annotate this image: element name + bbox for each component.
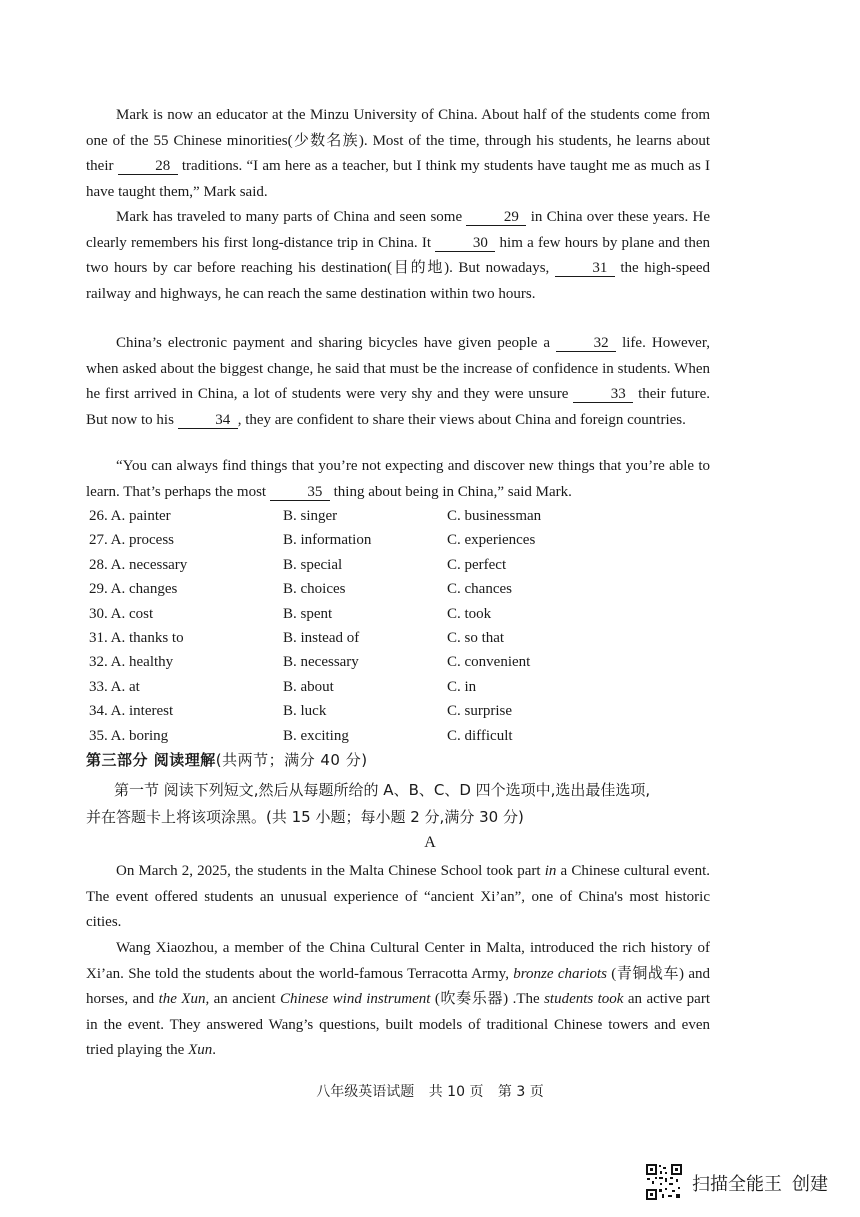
cloze-text: China’s electronic payment and sharing bicycles have given people a — [116, 335, 557, 351]
blank-34: 34 — [178, 412, 238, 429]
scanner-action: 创建 — [792, 1174, 828, 1195]
cloze-text: “You can always find things that you’re not expecting and discover new things that you’re able to learn. That’s perhaps the most — [86, 458, 710, 500]
section-title: 第三部分 阅读理解 — [86, 751, 216, 769]
footer-total-pages: 共 10 页 — [428, 1084, 484, 1100]
blank-30: 30 — [435, 235, 495, 252]
cloze-text: their future. But now to his — [86, 386, 710, 428]
blank-28: 28 — [118, 158, 178, 175]
cloze-text: Mark is now an educator at the Minzu University of China. About half of the students come from one of the 55 Chinese minorities(少数名族). Most of the time, through his students, he learns about their — [86, 107, 710, 174]
cloze-text: thing about being in China,” said Mark. — [329, 483, 572, 500]
option-c: C. perfect — [447, 556, 507, 573]
option-row-34 — [86, 700, 710, 724]
section-heading — [86, 749, 368, 770]
passage-italic: students took — [544, 991, 624, 1007]
blank-29: 29 — [466, 209, 526, 226]
option-b: B. luck — [283, 703, 327, 720]
option-b: B. choices — [283, 581, 346, 598]
cloze-paragraph-4 — [86, 454, 710, 505]
option-a: 26. A. painter — [89, 508, 171, 524]
option-row-28 — [86, 554, 710, 578]
passage-text: Wang Xiaozhou, a member of the China Cultural Center in Malta, introduced the rich history of Xi’an. She told the students about the world-famous Terracotta Army, — [86, 940, 710, 982]
blank-33: 33 — [573, 386, 633, 403]
blank-35: 35 — [270, 484, 330, 501]
option-a: 31. A. thanks to — [89, 629, 184, 646]
option-row-29 — [86, 578, 710, 602]
footer-page-number: 第 3 页 — [497, 1084, 544, 1100]
options-list — [86, 505, 710, 749]
passage-text: On March 2, 2025, the students in the Malta Chinese School took part — [116, 863, 545, 879]
passage-text: an ancient — [209, 991, 280, 1007]
option-a: 32. A. healthy — [89, 654, 174, 671]
passage-paragraph-1 — [86, 859, 710, 936]
passage-text: . — [212, 1042, 216, 1058]
option-b: B. necessary — [283, 654, 359, 671]
option-b: B. spent — [283, 605, 333, 622]
option-c: C. convenient — [447, 654, 531, 671]
passage-text: (青铜战车) and horses, and — [86, 965, 710, 1007]
cloze-text: Mark has traveled to many parts of China and seen some — [116, 209, 467, 225]
cloze-paragraph-1 — [86, 103, 710, 205]
option-c: C. chances — [447, 581, 512, 598]
option-c: C. so that — [447, 629, 505, 646]
option-c: C. took — [447, 605, 492, 622]
section-score: (共两节；满分 40 分) — [215, 751, 368, 769]
passage-italic: Chinese wind instrument — [279, 991, 431, 1007]
option-row-26 — [86, 505, 710, 529]
option-c: C. difficult — [447, 727, 513, 744]
option-row-31 — [86, 627, 710, 651]
qr-code-icon — [645, 1163, 683, 1201]
passage-letter: A — [424, 834, 436, 851]
page-footer — [0, 1081, 860, 1101]
option-b: B. exciting — [283, 727, 349, 744]
option-a: 30. A. cost — [89, 605, 154, 622]
option-a: 35. A. boring — [89, 727, 169, 744]
cloze-text: , they are confident to share their views about China and foreign countries. — [237, 411, 686, 428]
blank-31: 31 — [555, 260, 615, 277]
scanner-app-name: 扫描全能王 — [692, 1174, 782, 1195]
cloze-paragraph-2 — [86, 205, 710, 307]
section-instruction-1: 第一节 阅读下列短文,然后从每题所给的 A、B、C、D 四个选项中,选出最佳选项, — [114, 781, 651, 799]
passage-text: an active part in the event. They answered Wang’s questions, built models of traditional Chinese towers and even tried playing the — [86, 991, 710, 1058]
cloze-text: in China over these years. He clearly remembers his first long-distance trip in China. It — [86, 209, 710, 251]
option-b: B. special — [283, 556, 343, 573]
scanner-watermark — [692, 1170, 838, 1196]
blank-32: 32 — [556, 335, 616, 352]
option-b: B. singer — [283, 508, 338, 524]
cloze-text: him a few hours by plane and then two hours by car before reaching his destination(目的地). But nowadays, — [86, 234, 711, 276]
cloze-text: life. However, when asked about the biggest change, he said that must be the increase of confidence in students. When he first arrived in China, a lot of students were very shy and they were unsure — [86, 335, 710, 402]
passage-italic: the Xun, — [158, 991, 210, 1007]
cloze-text: traditions. “I am here as a teacher, but I think my students have taught me as much as I have taught them,” Mark said. — [86, 158, 710, 200]
option-row-35 — [86, 725, 710, 749]
option-c: C. in — [447, 678, 477, 695]
passage-italic: in — [544, 863, 557, 879]
option-c: C. businessman — [447, 508, 542, 524]
option-row-27 — [86, 529, 710, 553]
option-a: 28. A. necessary — [89, 556, 188, 573]
passage-text: (吹奏乐器) .The — [430, 991, 545, 1007]
option-b: B. instead of — [283, 629, 360, 646]
passage-paragraph-2 — [86, 936, 710, 1064]
option-a: 33. A. at — [89, 678, 140, 695]
passage-text: a Chinese cultural event. The event offered students an unusual experience of “ancient Xi’an”, one of China's most historic cities. — [86, 863, 711, 930]
option-a: 29. A. changes — [89, 581, 178, 598]
cloze-paragraph-3 — [86, 331, 710, 433]
option-row-30 — [86, 603, 710, 627]
cloze-text: the high-speed railway and highways, he can reach the same destination within two hours. — [86, 260, 711, 302]
option-row-32 — [86, 651, 710, 675]
passage-italic: bronze chariots — [513, 965, 607, 982]
passage-italic: Xun — [188, 1042, 213, 1058]
option-a: 27. A. process — [89, 532, 174, 549]
footer-subject: 八年级英语试题 — [316, 1084, 415, 1100]
option-row-33 — [86, 676, 710, 700]
section-instruction-2: 并在答题卡上将该项涂黑。(共 15 小题；每小题 2 分,满分 30 分) — [86, 808, 524, 826]
option-c: C. experiences — [447, 532, 536, 549]
option-b: B. information — [283, 532, 372, 549]
option-b: B. about — [283, 678, 334, 695]
option-a: 34. A. interest — [89, 703, 174, 720]
option-c: C. surprise — [447, 703, 512, 720]
